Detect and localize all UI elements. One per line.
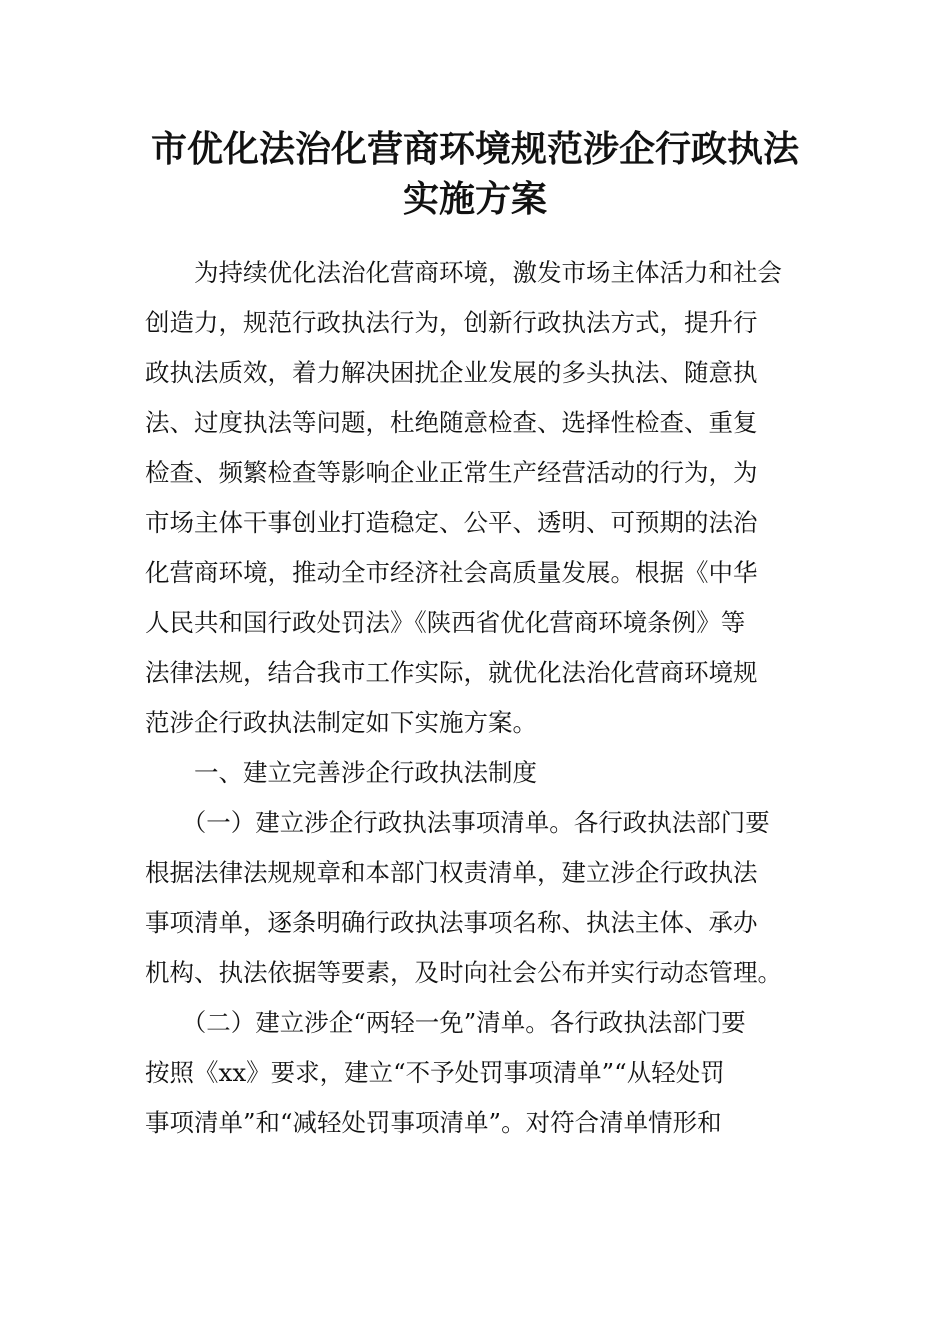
body-line: 化营商环境，推动全市经济社会高质量发展。根据《中华 bbox=[145, 558, 758, 587]
document-title-line-1: 市优化法治化营商环境规范涉企行政执法 bbox=[150, 128, 799, 170]
body-line: 根据法律法规规章和本部门权责清单，建立涉企行政执法 bbox=[145, 858, 758, 887]
subsection-1-line: （一）建立涉企行政执法事项清单。各行政执法部门要 bbox=[145, 808, 770, 837]
document-body bbox=[145, 248, 805, 1148]
body-line: 人民共和国行政处罚法》《陕西省优化营商环境条例》等 bbox=[145, 608, 746, 637]
section-heading-1: 一、建立完善涉企行政执法制度 bbox=[145, 758, 537, 787]
subsection-2-line: （二）建立涉企“两轻一免”清单。各行政执法部门要 bbox=[145, 1008, 746, 1037]
body-line: 创造力，规范行政执法行为，创新行政执法方式，提升行 bbox=[145, 308, 758, 337]
body-line: 市场主体干事创业打造稳定、公平、透明、可预期的法治 bbox=[145, 508, 758, 537]
body-line: 事项清单，逐条明确行政执法事项名称、执法主体、承办 bbox=[145, 908, 758, 937]
body-line: 法、过度执法等问题，杜绝随意检查、选择性检查、重复 bbox=[145, 408, 758, 437]
body-line: 为持续优化法治化营商环境，激发市场主体活力和社会 bbox=[145, 258, 782, 287]
body-line: 范涉企行政执法制定如下实施方案。 bbox=[145, 708, 537, 737]
body-line: 事项清单”和“减轻处罚事项清单”。对符合清单情形和 bbox=[145, 1108, 722, 1137]
body-line: 法律法规，结合我市工作实际，就优化法治化营商环境规 bbox=[145, 658, 758, 687]
body-line: 检查、频繁检查等影响企业正常生产经营活动的行为，为 bbox=[145, 458, 758, 487]
body-line: 按照《xx》要求，建立“不予处罚事项清单”“从轻处罚 bbox=[145, 1058, 725, 1087]
document-title-line-2: 实施方案 bbox=[402, 178, 547, 220]
body-line: 政执法质效，着力解决困扰企业发展的多头执法、随意执 bbox=[145, 358, 758, 387]
body-line: 机构、执法依据等要素，及时向社会公布并实行动态管理。 bbox=[145, 958, 782, 987]
